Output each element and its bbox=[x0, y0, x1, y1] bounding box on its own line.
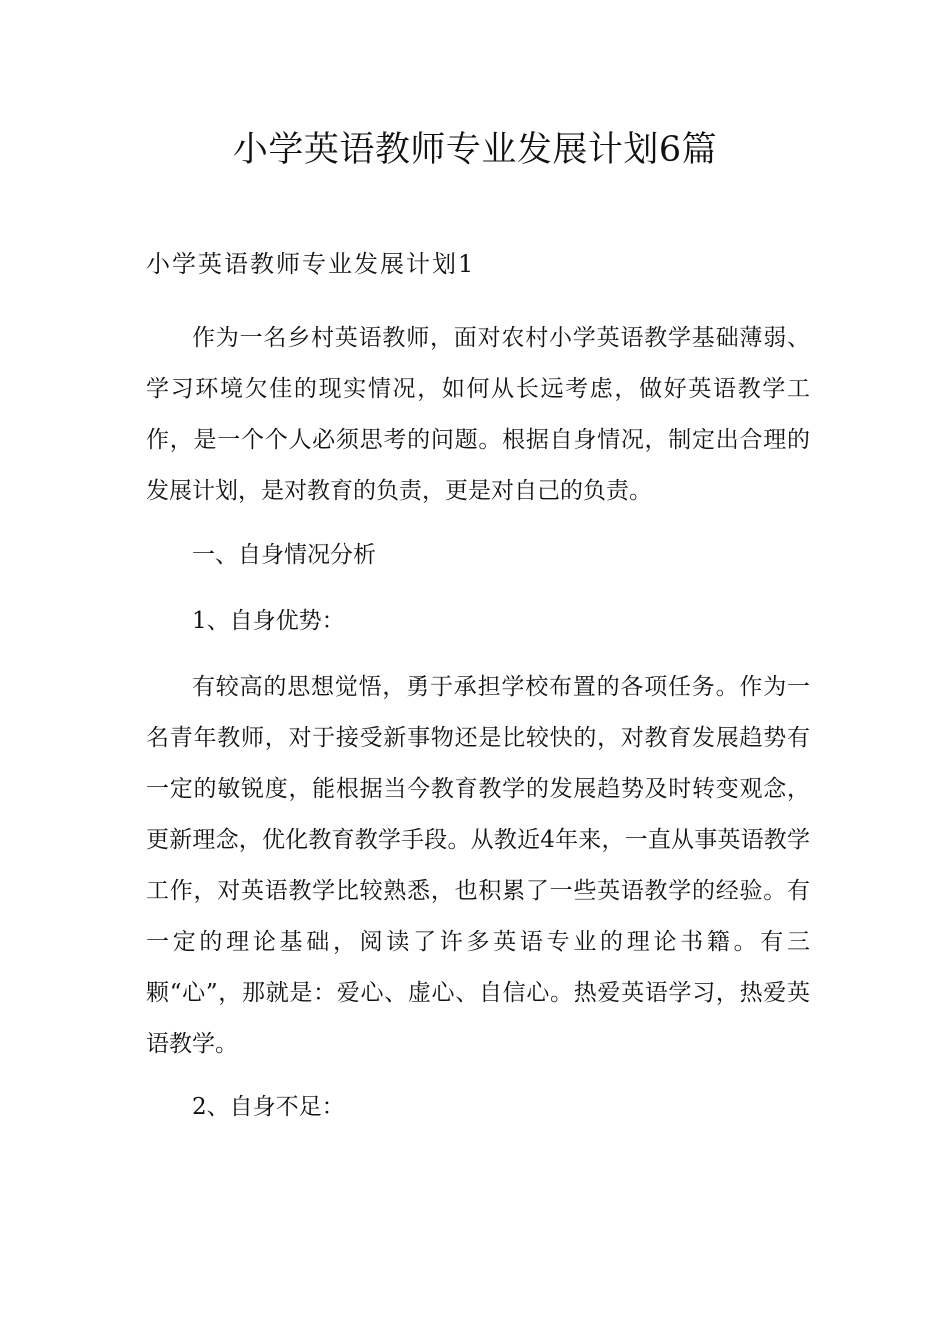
section-heading: 小学英语教师专业发展计划1 bbox=[146, 250, 476, 278]
document-title: 小学英语教师专业发展计划6篇 bbox=[232, 130, 718, 170]
paragraph-intro: 作为一名乡村英语教师，面对农村小学英语教学基础薄弱、学习环境欠佳的现实情况，如何从长远考虑，做好英语教学工作，是一个个人必须思考的问题。根据自身情况，制定出合理的发展计划，是对教育的负责，更是对自己的负责。 bbox=[146, 325, 810, 504]
paragraph-strengths: 有较高的思想觉悟，勇于承担学校布置的各项任务。作为一名青年教师，对于接受新事物还是比较快的，对教育发展趋势有一定的敏锐度，能根据当今教育教学的发展趋势及时转变观念，更新理念，优化教育教学手段。从教近4年来，一直从事英语教学工作，对英语教学比较熟悉，也积累了一些英语教学的经验。有一定的理论基础，阅读了许多英语专业的理论书籍。有三颗“心”，那就是：爱心、虚心、自信心。热爱英语学习，热爱英语教学。 bbox=[146, 674, 810, 1057]
heading-strengths: 1、自身优势： bbox=[192, 608, 345, 634]
heading-weaknesses: 2、自身不足： bbox=[192, 1094, 345, 1120]
heading-self-analysis: 一、自身情况分析 bbox=[192, 542, 376, 568]
